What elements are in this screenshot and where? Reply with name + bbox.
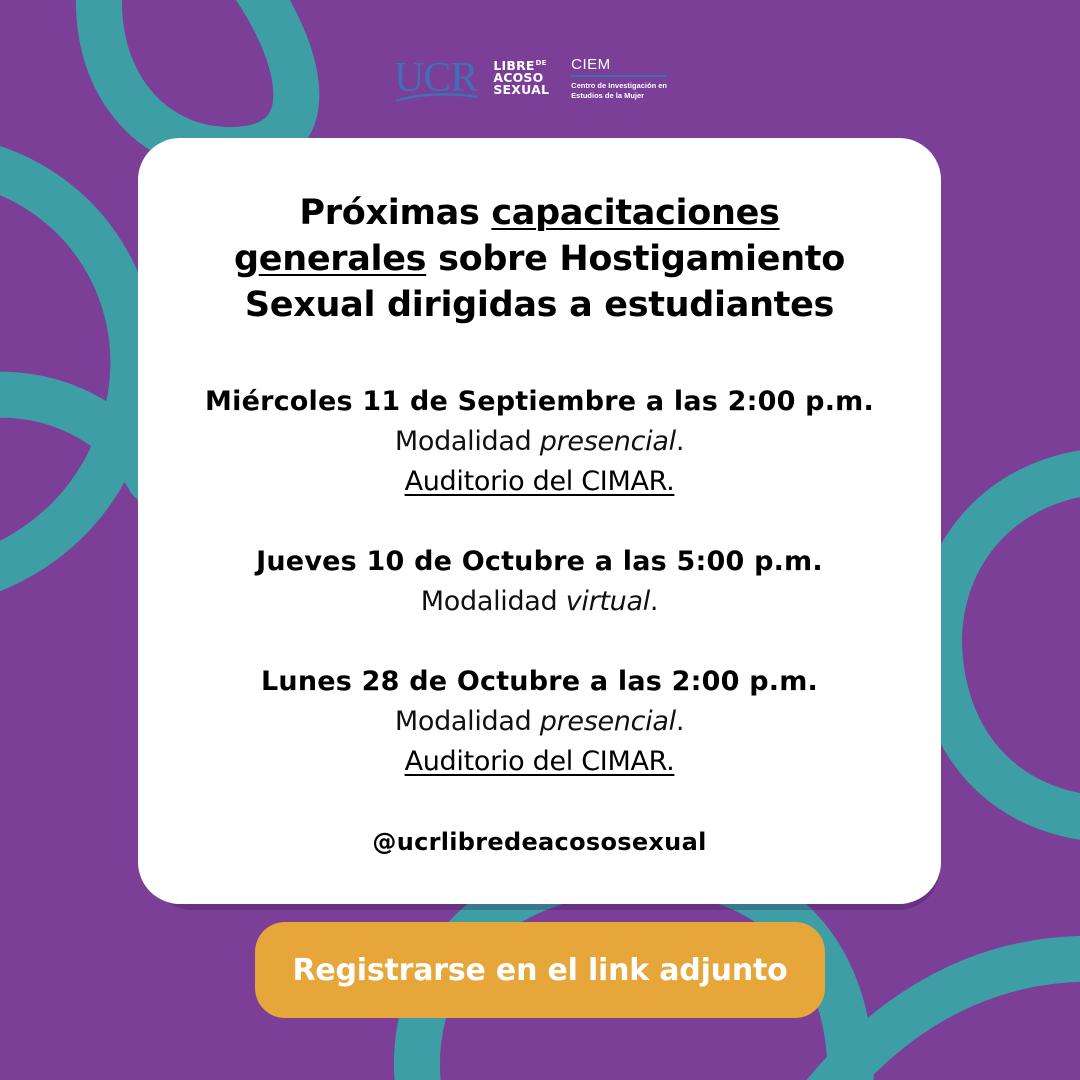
event-place: Auditorio del CIMAR. [404, 746, 675, 777]
mode-suffix: . [675, 426, 685, 457]
ucr-logo [394, 57, 477, 99]
event-date: Jueves 10 de Octubre a las 5:00 p.m. [256, 546, 823, 577]
register-button[interactable] [255, 922, 825, 1018]
title-text-1: Próximas [299, 193, 492, 233]
libre-line3: SEXUAL [493, 81, 550, 97]
event-item [138, 542, 941, 622]
title-underlined-2: enerales [258, 239, 427, 279]
register-button-label: Registrarse en el link adjunto [292, 952, 788, 988]
event-mode [138, 702, 941, 742]
mode-prefix: Modalidad [394, 426, 540, 457]
ciem-logo [571, 56, 667, 101]
ciem-title: CIEM [571, 56, 667, 77]
mode-value: presencial [539, 426, 676, 457]
mode-suffix: . [649, 586, 659, 617]
info-card [138, 138, 941, 904]
title-line3: Sexual dirigidas a estudiantes [244, 285, 835, 325]
social-handle: @ucrlibredeacososexual [372, 828, 707, 856]
events-list [138, 382, 941, 822]
mode-value: virtual [565, 586, 650, 617]
mode-prefix: Modalidad [420, 586, 566, 617]
libre-de: DE [535, 59, 547, 68]
libre-line2: ACOSO [493, 70, 544, 86]
title-text-3: sobre Hostigamiento [426, 239, 845, 279]
logo-strip [390, 48, 690, 108]
event-item [138, 382, 941, 502]
event-mode [138, 582, 941, 622]
event-place: Auditorio del CIMAR. [404, 466, 675, 497]
title-text-2: g [234, 239, 259, 279]
libre-line1: LIBRE [493, 58, 535, 74]
ciem-subtitle [571, 81, 667, 101]
libre-de-acoso-logo [493, 60, 549, 96]
event-date: Miércoles 11 de Septiembre a las 2:00 p.m. [205, 386, 874, 417]
ciem-line2: Estudios de la Mujer [571, 90, 645, 100]
swirl-left [0, 160, 133, 580]
ucr-logo-text: UCR [394, 55, 478, 101]
title-line2 [138, 236, 941, 282]
title-line1 [138, 190, 941, 236]
swirl-right [939, 470, 1080, 820]
ciem-line1: Centro de Investigación en [571, 80, 668, 90]
ucr-swoosh-icon [394, 91, 480, 105]
swirl-top-left [99, 0, 296, 150]
card-title [138, 190, 941, 328]
mode-prefix: Modalidad [394, 706, 540, 737]
mode-suffix: . [675, 706, 685, 737]
event-item [138, 662, 941, 782]
mode-value: presencial [539, 706, 676, 737]
title-underlined-1: capacitaciones [491, 193, 780, 233]
event-date: Lunes 28 de Octubre a las 2:00 p.m. [261, 666, 818, 697]
event-mode [138, 422, 941, 462]
